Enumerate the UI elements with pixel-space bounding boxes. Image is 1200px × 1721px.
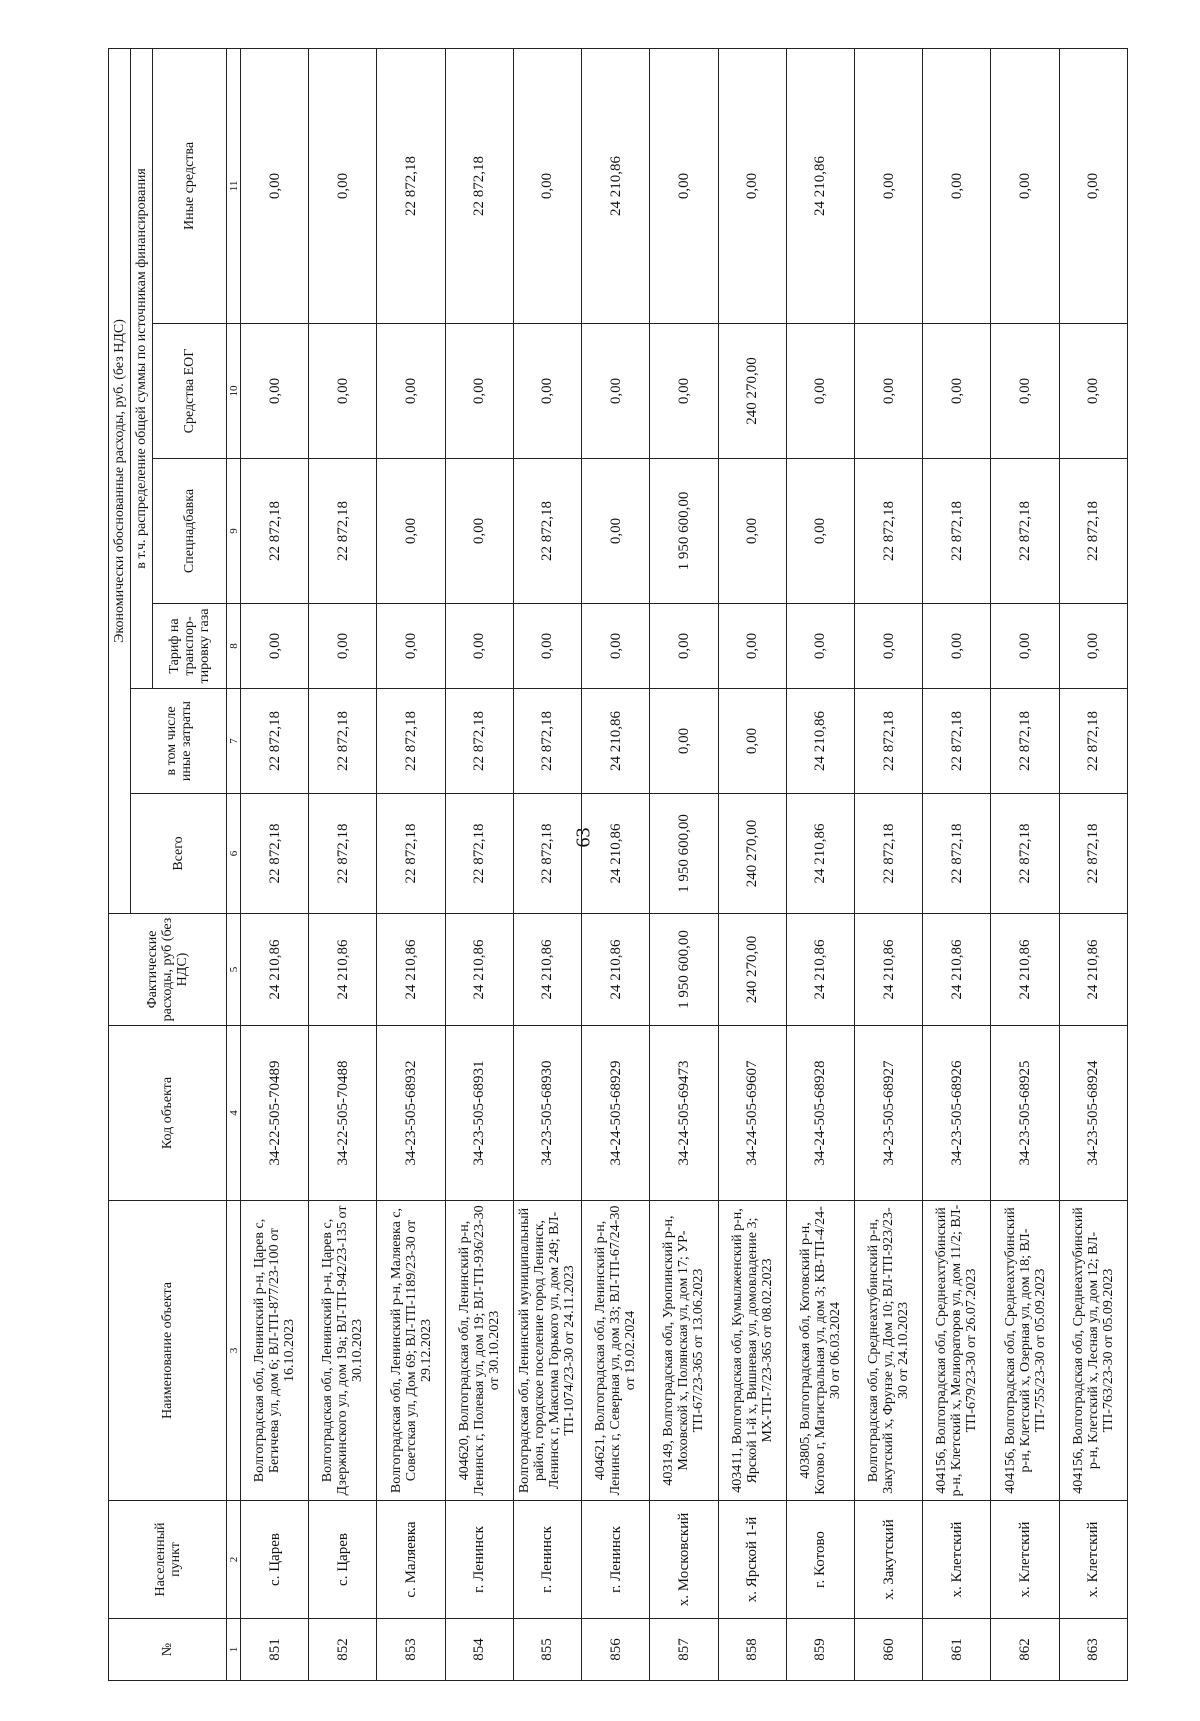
tariff: 0,00 [241,604,309,689]
tariff: 0,00 [923,604,991,689]
other-funds: 22 872,18 [377,48,445,323]
header-object-name: Наименование объекта [109,1201,227,1501]
header-actual-costs: Фактические расходы, руб (без НДС) [109,914,227,1026]
other-funds: 0,00 [923,48,991,323]
settlement: с. Царев [241,1501,309,1619]
eog-funds: 0,00 [1059,324,1127,459]
other-costs: 24 210,86 [786,689,854,794]
row-number: 853 [377,1619,445,1681]
other-costs: 0,00 [718,689,786,794]
other-costs: 22 872,18 [513,689,581,794]
total: 22 872,18 [991,794,1059,914]
tariff: 0,00 [650,604,718,689]
total: 22 872,18 [377,794,445,914]
column-number: 4 [227,1026,241,1201]
settlement: х. Клетский [923,1501,991,1619]
actual-costs: 1 950 600,00 [650,914,718,1026]
object-name: Волгоградская обл, Среднеахтубинский р-н, Закутский х, Фрунзе ул, Дом 10; ВЛ-ТП-923/23-30 от 24.10.2023 [854,1201,922,1501]
settlement: г. Ленинск [445,1501,513,1619]
actual-costs: 24 210,86 [923,914,991,1026]
object-name: Волгоградская обл, Ленинский муниципальный район, городское поселение город Ленинск, Ленинск г, Максима Горького ул, дом 249; ВЛ-ТП-1074/23-30 от 24.11.2023 [513,1201,581,1501]
object-code: 34-24-505-69607 [718,1026,786,1201]
table-row [1059,48,1127,1680]
row-number: 855 [513,1619,581,1681]
row-number: 862 [991,1619,1059,1681]
object-name: 404156, Волгоградская обл, Среднеахтубинский р-н, Клетский х, Лесная ул, дом 12; ВЛ-ТП-763/23-30 от 05.09.2023 [1059,1201,1127,1501]
other-costs: 22 872,18 [854,689,922,794]
object-name: Волгоградская обл, Ленинский р-н, Маляевка с, Советская ул, Дом 69; ВЛ-ТП-1189/23-30 от 29.12.2023 [377,1201,445,1501]
total: 24 210,86 [786,794,854,914]
object-name: Волгоградская обл, Ленинский р-н, Царев с, Дзержинского ул, дом 19а; ВЛ-ТП-942/23-135 от 30.10.2023 [309,1201,377,1501]
other-funds: 0,00 [513,48,581,323]
column-number: 6 [227,794,241,914]
tariff: 0,00 [718,604,786,689]
eog-funds: 0,00 [923,324,991,459]
object-name: 404156, Волгоградская обл, Среднеахтубинский р-н, Клетский х, Озерная ул, дом 18; ВЛ-ТП-755/23-30 от 05.09.2023 [991,1201,1059,1501]
other-costs: 22 872,18 [309,689,377,794]
object-code: 34-23-505-68925 [991,1026,1059,1201]
total: 22 872,18 [923,794,991,914]
row-number: 851 [241,1619,309,1681]
tariff: 0,00 [582,604,650,689]
other-funds: 0,00 [241,48,309,323]
total: 22 872,18 [445,794,513,914]
total: 240 270,00 [718,794,786,914]
table-row [582,48,650,1680]
header-justified-costs: Экономически обоснованные расходы, руб. (без НДС) [109,48,131,913]
actual-costs: 24 210,86 [991,914,1059,1026]
header-number: № [109,1619,227,1681]
object-code: 34-24-505-69473 [650,1026,718,1201]
object-code: 34-23-505-68932 [377,1026,445,1201]
tariff: 0,00 [1059,604,1127,689]
total: 22 872,18 [854,794,922,914]
page-number: 63 [572,827,595,848]
total: 22 872,18 [241,794,309,914]
column-number: 7 [227,689,241,794]
other-costs: 0,00 [650,689,718,794]
eog-funds: 0,00 [309,324,377,459]
special-surcharge: 1 950 600,00 [650,459,718,604]
total: 1 950 600,00 [650,794,718,914]
special-surcharge: 0,00 [377,459,445,604]
other-costs: 22 872,18 [923,689,991,794]
eog-funds: 0,00 [582,324,650,459]
header-special-surcharge: Спецнадбавка [153,459,227,604]
eog-funds: 240 270,00 [718,324,786,459]
column-number: 3 [227,1201,241,1501]
other-funds: 0,00 [1059,48,1127,323]
settlement: г. Котово [786,1501,854,1619]
settlement: х. Клетский [991,1501,1059,1619]
table-row [377,48,445,1680]
actual-costs: 240 270,00 [718,914,786,1026]
header-other-funds: Иные средства [153,48,227,323]
table-row [241,48,309,1680]
settlement: х. Закутский [854,1501,922,1619]
table-row [991,48,1059,1680]
other-funds: 0,00 [309,48,377,323]
settlement: г. Ленинск [582,1501,650,1619]
header-tariff: Тариф на транспор- тировку газа [153,604,227,689]
other-costs: 22 872,18 [991,689,1059,794]
special-surcharge: 0,00 [582,459,650,604]
tariff: 0,00 [309,604,377,689]
total: 24 210,86 [582,794,650,914]
other-funds: 24 210,86 [582,48,650,323]
table-row [309,48,377,1680]
object-name: 404156, Волгоградская обл, Среднеахтубинский р-н, Клетский х, Мелиораторов ул, дом 11/2; ВЛ-ТП-679/23-30 от 26.07.2023 [923,1201,991,1501]
other-costs: 22 872,18 [1059,689,1127,794]
object-name: Волгоградская обл, Ленинский р-н, Царев с, Бегичева ул, дом 6; ВЛ-ТП-877/23-100 от 16.10.2023 [241,1201,309,1501]
actual-costs: 24 210,86 [786,914,854,1026]
row-number: 859 [786,1619,854,1681]
row-number: 860 [854,1619,922,1681]
table-row [650,48,718,1680]
column-number: 10 [227,324,241,459]
header-other-costs: в том числе иные затраты [131,689,227,794]
object-code: 34-23-505-68926 [923,1026,991,1201]
other-funds: 0,00 [718,48,786,323]
object-name: 404621, Волгоградская обл, Ленинский р-н, Ленинск г, Северная ул, дом 33; ВЛ-ТП-67/24-30 от 19.02.2024 [582,1201,650,1501]
eog-funds: 0,00 [650,324,718,459]
eog-funds: 0,00 [854,324,922,459]
special-surcharge: 22 872,18 [1059,459,1127,604]
special-surcharge: 22 872,18 [241,459,309,604]
table-header [109,48,241,1680]
special-surcharge: 22 872,18 [309,459,377,604]
costs-table [108,48,1128,1681]
tariff: 0,00 [445,604,513,689]
eog-funds: 0,00 [991,324,1059,459]
row-number: 858 [718,1619,786,1681]
settlement: х. Московский [650,1501,718,1619]
special-surcharge: 22 872,18 [991,459,1059,604]
row-number: 856 [582,1619,650,1681]
eog-funds: 0,00 [513,324,581,459]
tariff: 0,00 [513,604,581,689]
table-row [923,48,991,1680]
object-code: 34-22-505-70488 [309,1026,377,1201]
header-settlement: Населенный пункт [109,1501,227,1619]
special-surcharge: 22 872,18 [513,459,581,604]
table-row [786,48,854,1680]
object-name: 403411, Волгоградская обл, Кумылженский р-н, Ярской 1-й х, Вишневая ул, домовладение 3; МХ-ТП-7/23-365 от 08.02.2023 [718,1201,786,1501]
header-object-code: Код объекта [109,1026,227,1201]
other-funds: 0,00 [991,48,1059,323]
eog-funds: 0,00 [377,324,445,459]
header-total: Всего [131,794,227,914]
actual-costs: 24 210,86 [241,914,309,1026]
other-funds: 22 872,18 [445,48,513,323]
other-funds: 0,00 [854,48,922,323]
actual-costs: 24 210,86 [854,914,922,1026]
row-number: 852 [309,1619,377,1681]
settlement: с. Царев [309,1501,377,1619]
eog-funds: 0,00 [786,324,854,459]
other-costs: 24 210,86 [582,689,650,794]
other-costs: 22 872,18 [377,689,445,794]
column-number: 1 [227,1619,241,1681]
column-number: 8 [227,604,241,689]
row-number: 854 [445,1619,513,1681]
row-number: 863 [1059,1619,1127,1681]
object-code: 34-22-505-70489 [241,1026,309,1201]
actual-costs: 24 210,86 [1059,914,1127,1026]
object-code: 34-23-505-68927 [854,1026,922,1201]
special-surcharge: 0,00 [718,459,786,604]
special-surcharge: 22 872,18 [923,459,991,604]
total: 22 872,18 [309,794,377,914]
object-code: 34-24-505-68928 [786,1026,854,1201]
header-funding-sources: в т.ч. распределение общей суммы по источникам финансирования [131,48,153,688]
table-row [513,48,581,1680]
eog-funds: 0,00 [241,324,309,459]
object-code: 34-23-505-68924 [1059,1026,1127,1201]
special-surcharge: 22 872,18 [854,459,922,604]
total: 22 872,18 [1059,794,1127,914]
tariff: 0,00 [786,604,854,689]
object-code: 34-24-505-68929 [582,1026,650,1201]
total: 22 872,18 [513,794,581,914]
tariff: 0,00 [854,604,922,689]
column-number: 2 [227,1501,241,1619]
table-row [718,48,786,1680]
object-code: 34-23-505-68931 [445,1026,513,1201]
settlement: х. Клетский [1059,1501,1127,1619]
actual-costs: 24 210,86 [513,914,581,1026]
actual-costs: 24 210,86 [377,914,445,1026]
table-row [445,48,513,1680]
column-number: 9 [227,459,241,604]
object-name: 403805, Волгоградская обл, Котовский р-н, Котово г, Магистральная ул, дом 3; КВ-ТП-4/24-30 от 06.03.2024 [786,1201,854,1501]
table-row [854,48,922,1680]
other-funds: 24 210,86 [786,48,854,323]
object-name: 404620, Волгоградская обл, Ленинский р-н, Ленинск г, Полевая ул, дом 19; ВЛ-ТП-936/23-30 от 30.10.2023 [445,1201,513,1501]
settlement: х. Ярской 1-й [718,1501,786,1619]
object-name: 403149, Волгоградская обл, Урюпинский р-н, Моховской х, Полянская ул, дом 17; УР-ТП-67/23-365 от 13.06.2023 [650,1201,718,1501]
special-surcharge: 0,00 [786,459,854,604]
column-number-row [227,48,241,1680]
settlement: с. Маляевка [377,1501,445,1619]
other-costs: 22 872,18 [241,689,309,794]
column-number: 11 [227,48,241,323]
eog-funds: 0,00 [445,324,513,459]
row-number: 861 [923,1619,991,1681]
other-costs: 22 872,18 [445,689,513,794]
settlement: г. Ленинск [513,1501,581,1619]
other-funds: 0,00 [650,48,718,323]
column-number: 5 [227,914,241,1026]
tariff: 0,00 [377,604,445,689]
row-number: 857 [650,1619,718,1681]
special-surcharge: 0,00 [445,459,513,604]
object-code: 34-23-505-68930 [513,1026,581,1201]
header-eog-funds: Средства ЕОГ [153,324,227,459]
actual-costs: 24 210,86 [309,914,377,1026]
actual-costs: 24 210,86 [445,914,513,1026]
tariff: 0,00 [991,604,1059,689]
actual-costs: 24 210,86 [582,914,650,1026]
